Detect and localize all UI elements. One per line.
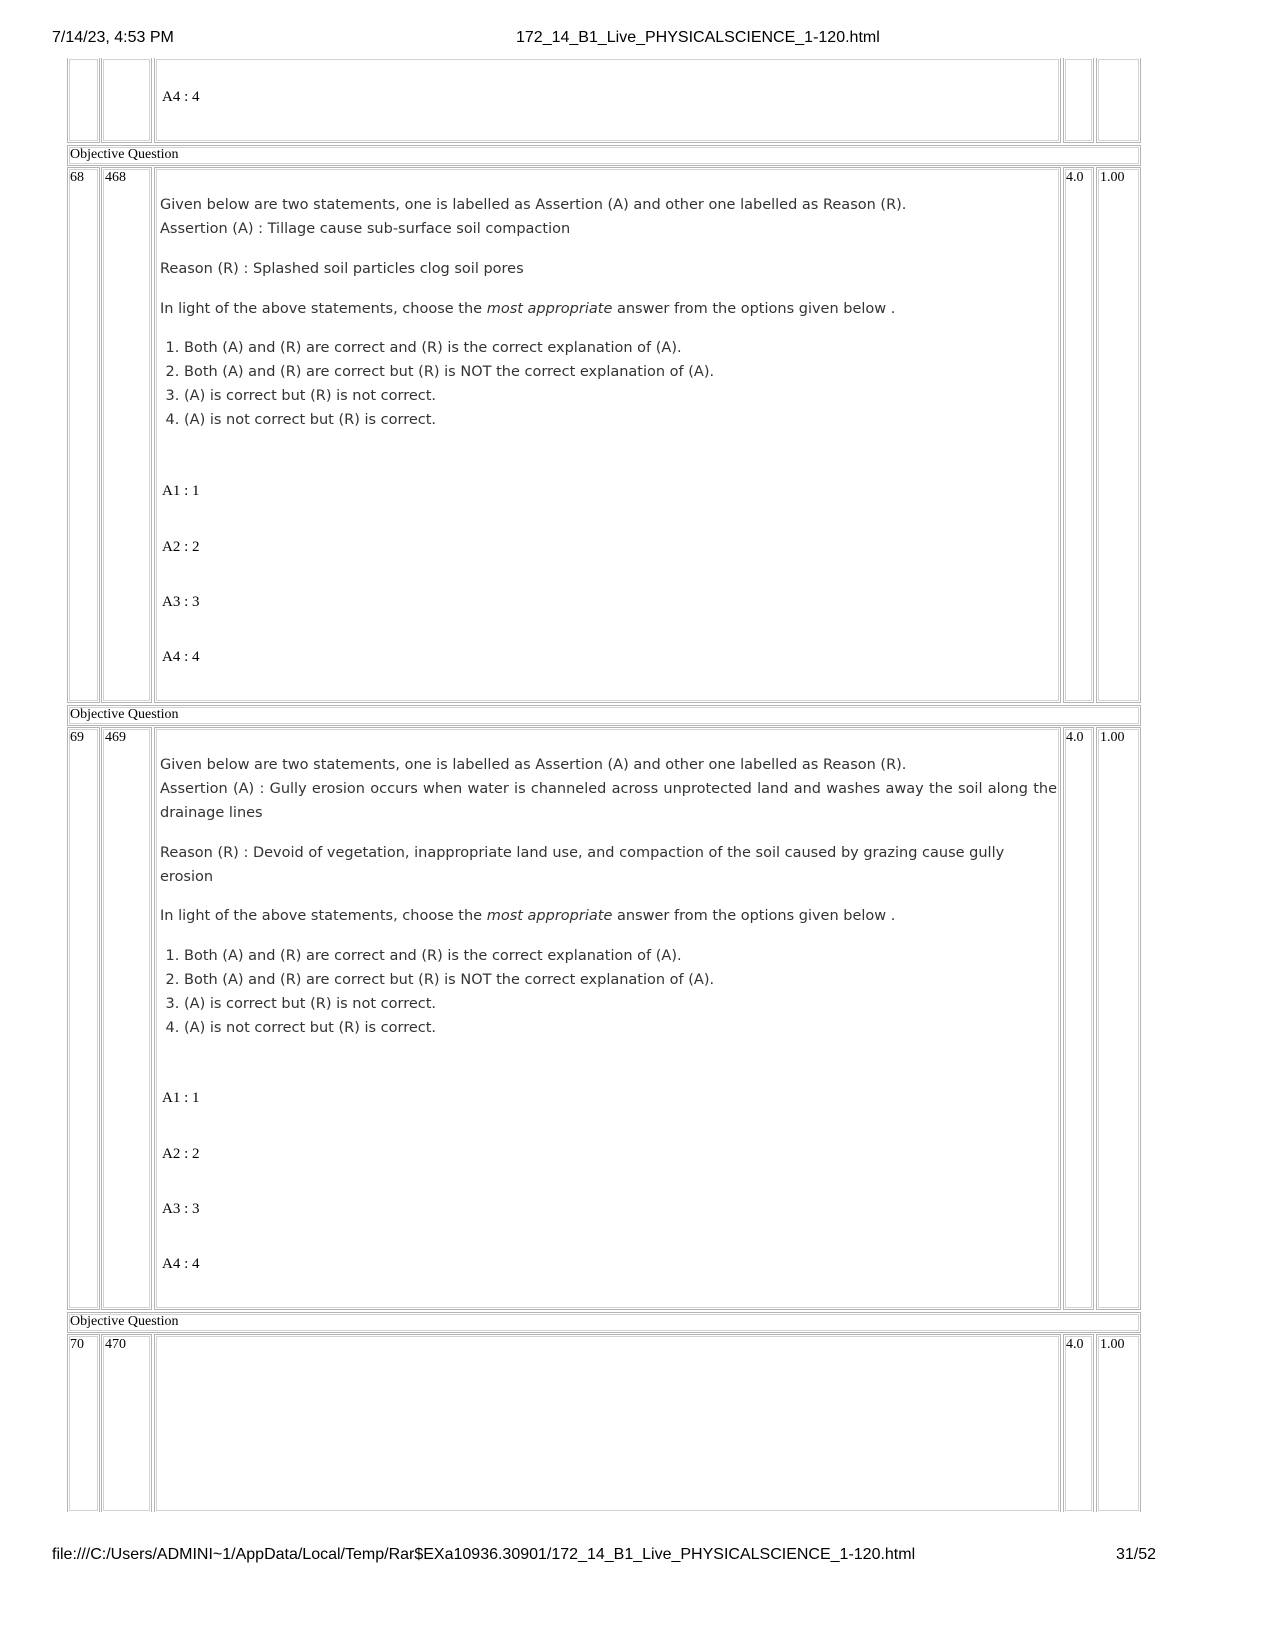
q70-question-cell [154, 1334, 1061, 1512]
q68-option-2: 2. Both (A) and (R) are correct but (R) is NOT the correct explanation of (A). [184, 360, 714, 384]
q69-marks: 4.0 [1066, 730, 1084, 745]
question-type-label: Objective Question [70, 1314, 179, 1329]
q69-sno: 69 [70, 730, 84, 745]
q69-assertion: Assertion (A) : Gully erosion occurs when water is channeled across unprotected land and washes away the soil along the drainage lines [160, 781, 1057, 821]
print-title: 172_14_B1_Live_PHYSICALSCIENCE_1-120.html [516, 29, 880, 46]
q70-negative-marks: 1.00 [1100, 1337, 1125, 1352]
q68-answer-2: A2 : 2 [162, 539, 200, 555]
q68-qid-cell [101, 167, 152, 703]
q68-answer-1: A1 : 1 [162, 483, 200, 499]
q68-instruction-after: answer from the options given below . [612, 301, 896, 317]
q68-answer-3: A3 : 3 [162, 594, 200, 610]
q69-negative-marks: 1.00 [1100, 730, 1125, 745]
q69-instruction-emphasis: most appropriate [486, 908, 613, 924]
q68-marks: 4.0 [1066, 170, 1084, 185]
question-type-row [67, 705, 1141, 726]
q68-negative-marks: 1.00 [1100, 170, 1125, 185]
q70-qid-cell [101, 1334, 152, 1512]
q69-marks-cell [1063, 727, 1094, 1310]
q69-option-2: 2. Both (A) and (R) are correct but (R) is NOT the correct explanation of (A). [184, 968, 714, 992]
print-datetime: 7/14/23, 4:53 PM [52, 29, 174, 46]
q68-instruction [160, 297, 1055, 321]
q68-answer-4: A4 : 4 [162, 649, 200, 665]
q68-marks-cell [1063, 167, 1094, 703]
q70-marks: 4.0 [1066, 1337, 1084, 1352]
q68-assertion: Assertion (A) : Tillage cause sub-surface soil compaction [160, 221, 571, 237]
q69-answer-4: A4 : 4 [162, 1256, 200, 1272]
question-type-row [67, 1312, 1141, 1333]
q68-options-list [143, 336, 714, 432]
q68-sno: 68 [70, 170, 84, 185]
q70-marks-cell [1063, 1334, 1094, 1512]
q69-option-1: 1. Both (A) and (R) are correct and (R) is the correct explanation of (A). [184, 944, 714, 968]
q68-option-4: 4. (A) is not correct but (R) is correct. [184, 408, 714, 432]
print-file-path: file:///C:/Users/ADMINI~1/AppData/Local/Temp/Rar$EXa10936.30901/172_14_B1_Live_PHYSICALSCIENCE_1-120.html [52, 1546, 916, 1563]
q69-instruction-before: In light of the above statements, choose the [160, 908, 487, 924]
question-type-row [67, 145, 1141, 166]
q68-option-1: 1. Both (A) and (R) are correct and (R) is the correct explanation of (A). [184, 336, 714, 360]
q68-question-cell [154, 167, 1061, 703]
q69-question-cell [154, 727, 1061, 1310]
q69-option-4: 4. (A) is not correct but (R) is correct. [184, 1016, 714, 1040]
q69-option-3: 3. (A) is correct but (R) is not correct. [184, 992, 714, 1016]
print-page-number: 31/52 [1116, 1546, 1157, 1563]
q68-neg-cell [1096, 167, 1141, 703]
prev-neg-cell [1096, 58, 1141, 143]
prev-marks-cell [1063, 58, 1094, 143]
prev-answer-4: A4 : 4 [162, 89, 200, 105]
q70-sno-cell [67, 1334, 100, 1512]
q69-intro: Given below are two statements, one is labelled as Assertion (A) and other one labelled as Reason (R). [160, 757, 907, 773]
q69-neg-cell [1096, 727, 1141, 1310]
q68-reason: Reason (R) : Splashed soil particles clog soil pores [160, 261, 524, 277]
prev-question-cell [154, 58, 1061, 143]
q68-instruction-before: In light of the above statements, choose the [160, 301, 487, 317]
question-type-label: Objective Question [70, 707, 179, 722]
q69-instruction [160, 904, 1055, 928]
prev-qid-cell [101, 58, 152, 143]
prev-sno-cell [67, 58, 100, 143]
q68-intro: Given below are two statements, one is labelled as Assertion (A) and other one labelled as Reason (R). [160, 197, 907, 213]
q70-qid: 470 [105, 1337, 126, 1352]
q69-reason: Reason (R) : Devoid of vegetation, inappropriate land use, and compaction of the soil caused by grazing cause gully erosion [160, 845, 1005, 885]
q69-options-list [143, 944, 714, 1040]
question-type-label: Objective Question [70, 147, 179, 162]
q68-qid: 468 [105, 170, 126, 185]
q68-instruction-emphasis: most appropriate [486, 301, 613, 317]
q69-qid: 469 [105, 730, 126, 745]
q69-answer-2: A2 : 2 [162, 1146, 200, 1162]
q68-option-3: 3. (A) is correct but (R) is not correct. [184, 384, 714, 408]
q69-sno-cell [67, 727, 100, 1310]
q69-answer-3: A3 : 3 [162, 1201, 200, 1217]
q68-sno-cell [67, 167, 100, 703]
q70-neg-cell [1096, 1334, 1141, 1512]
q70-sno: 70 [70, 1337, 84, 1352]
q69-instruction-after: answer from the options given below . [612, 908, 896, 924]
q69-answer-1: A1 : 1 [162, 1090, 200, 1106]
